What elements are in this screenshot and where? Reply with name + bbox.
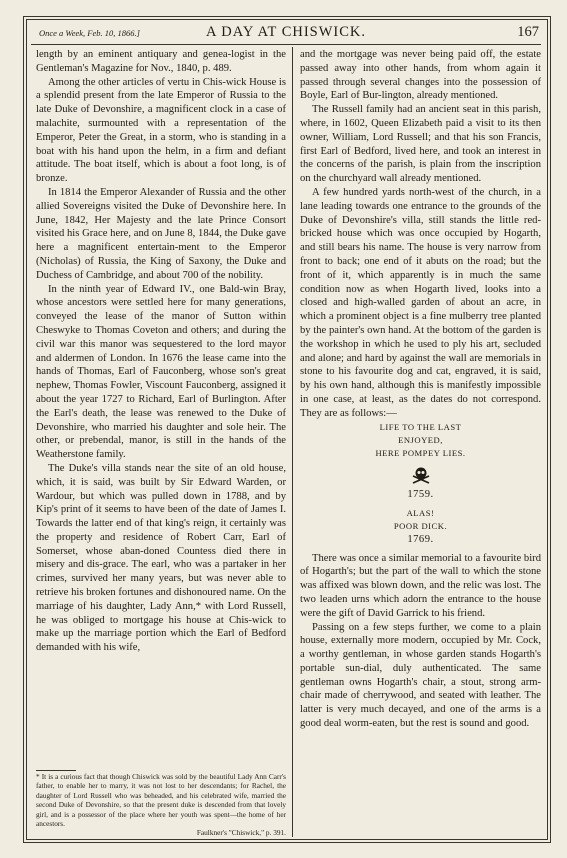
publication-line: Once a Week, Feb. 10, 1866.] <box>39 28 140 38</box>
footnote-text: * It is a curious fact that though Chiswick was sold by the beautiful Lady Ann Carr's father, to enable her to marry, it was not lost to her descendants; for Rachel, the daughter of Lord Russell who was beheaded, and his celebrated wife, married the second Duke of Devonshire, so that the present duke is descended from that lovely girl, and is a possessor of the place where her youth was spent—the home of her ancestors. <box>36 772 286 829</box>
footnote-rule <box>36 770 76 771</box>
column-divider <box>292 47 293 837</box>
paragraph: A few hundred yards north-west of the church, in a lane leading towards one entrance to the grounds of the Duke of Devonshire's villa, still stands the little red-bricked house which was once occupied by Hogarth, and still bears his name. The house is very narrow from front to back; one end of it abuts on the road; but the front of it, which apparently is in much the same condition now as when Hogarth lived, looks into a closed and high-walled garden of about an acre, in which a prominent object is a fine mulberry tree planted by the painter's own hand. At the bottom of the garden is the workshop in which he used to ply his art, secluded and alone; and hard by against the wall are memorials in stone to his favourite dog and cat, engraved, it is said, by his own hand, although this is manifestly impossible in one case, at least, as the dates do not correspond. They are as follows:— <box>300 186 541 419</box>
header-rule <box>31 44 541 45</box>
page-title: A DAY AT CHISWICK. <box>205 24 367 40</box>
epitaph-line: POOR DICK. <box>393 520 448 531</box>
running-header <box>31 23 541 43</box>
skull-and-crossbones-icon <box>411 466 431 484</box>
epitaph-line: HERE POMPEY LIES. <box>375 447 466 458</box>
epitaph-line: LIFE TO THE LAST <box>379 421 462 432</box>
epitaph-block <box>300 421 541 552</box>
epitaph-line: ENJOYED, <box>398 434 443 445</box>
right-column <box>300 48 541 833</box>
paragraph: Among the other articles of vertu in Chis-wick House is a splendid present from the late Emperor of Russia to the late Duke of Devonshire, a magnificent clock in a case of malachite, surmounted with a representation of the Emperor, Peter the Great, in a storm, who is standing in a boat with his hand upon the helm, in a firm and defiant attitude. The boat itself, which is about a foot long, is of bronze. <box>36 76 286 185</box>
paragraph: In the ninth year of Edward IV., one Bald-win Bray, whose ancestors were settled here for many generations, conveyed the lease of the manor of Sutton within Cheswyke to Thomas Coveton and others; and during the civil war this manor was sequestered to the lord mayor and aldermen of London. In 1676 the lease came into the hands of Thomas, Earl of Fauconberg, whose son's great nephew, Thomas Fowler, Viscount Fauconberg, assigned it about the year 1727 to Richard, Earl of Burlington. After the Earl's death, the lease was renewed to the Duke of Devonshire, who married his daughter and sole heir. The other, or prebendal, manor, is still in the hands of the Weatherstone family. <box>36 283 286 461</box>
paragraph: length by an eminent antiquary and genea-logist in the Gentleman's Magazine for Nov., 1840, p. 489. <box>36 49 286 74</box>
paragraph: Passing on a few steps further, we come to a plain house, externally more modern, occupied by Mr. Cock, a worthy gentleman, in whose garden stands Hogarth's portable sun-dial, duly authenticated. The same gentleman owns Hogarth's chair, a stout, strong arm-chair made of cherrywood, and seated with leather. The latter is very much decayed, and one of the arms is a good deal worm-eaten, but the rest is sound and good. <box>300 621 541 730</box>
paragraph: and the mortgage was never being paid off, the estate passed away into other hands, from whom again it passed through several changes into the possession of Boyle, Earl of Bur-lington, already mentioned. <box>300 49 541 102</box>
paragraph: The Duke's villa stands near the site of an old house, which, it is said, was built by Sir Edward Warden, or Wardour, but which was pulled down in 1788, and by Kip's print of it seems to have been of the date of James I. Towards the latter end of that king's reign, it certainly was the property and residence of Robert Carr, Earl of Somerset, whose aban-doned Countess died there in misery and dis-grace. The earl, who was a partaker in her crimes, survived her many years, but was never able to retrieve his broken fortunes and dishonoured name. On the marriage of his daughter, Lady Ann,* with Lord Russell, he was obliged to mortgage his house at Chis-wick to make up the marriage portion which the Earl of Bedford demanded with his wife, <box>36 462 286 654</box>
page-number: 167 <box>517 24 539 40</box>
footnote <box>36 772 286 838</box>
paragraph: In 1814 the Emperor Alexander of Russia and the other allied Sovereigns visited the Duke of Devonshire here. In June, 1842, Her Majesty and the late Prince Consort visited his Grace here, and on June 8, 1844, the Duke gave here a magnificent entertain-ment to the Emperor (Nicholas) of Russia, the King of Saxony, the Duke and Duchess of Cambridge, and about 700 of the nobility. <box>36 186 286 281</box>
epitaph-year: 1769. <box>407 533 434 545</box>
epitaph-year: 1759. <box>407 488 434 500</box>
paragraph: The Russell family had an ancient seat in this parish, where, in 1602, Queen Elizabeth paid a visit to its then owner, William, Lord Russell; and that his son Francis, first Earl of Bedford, lived here, and took an interest in the concerns of the parish, is plain from the inscription on the churchyard wall already mentioned. <box>300 104 541 185</box>
footnote-citation: Faulkner's "Chiswick," p. 391. <box>196 828 286 838</box>
paragraph: There was once a similar memorial to a favourite bird of Hogarth's; but the part of the wall to which the stone was affixed was blown down, and the relic was lost. The two leaden urns which adorn the entrance to the house were the gift of David Garrick to his friend. <box>300 552 541 619</box>
left-column <box>36 48 286 818</box>
epitaph-line: ALAS! <box>406 507 435 518</box>
